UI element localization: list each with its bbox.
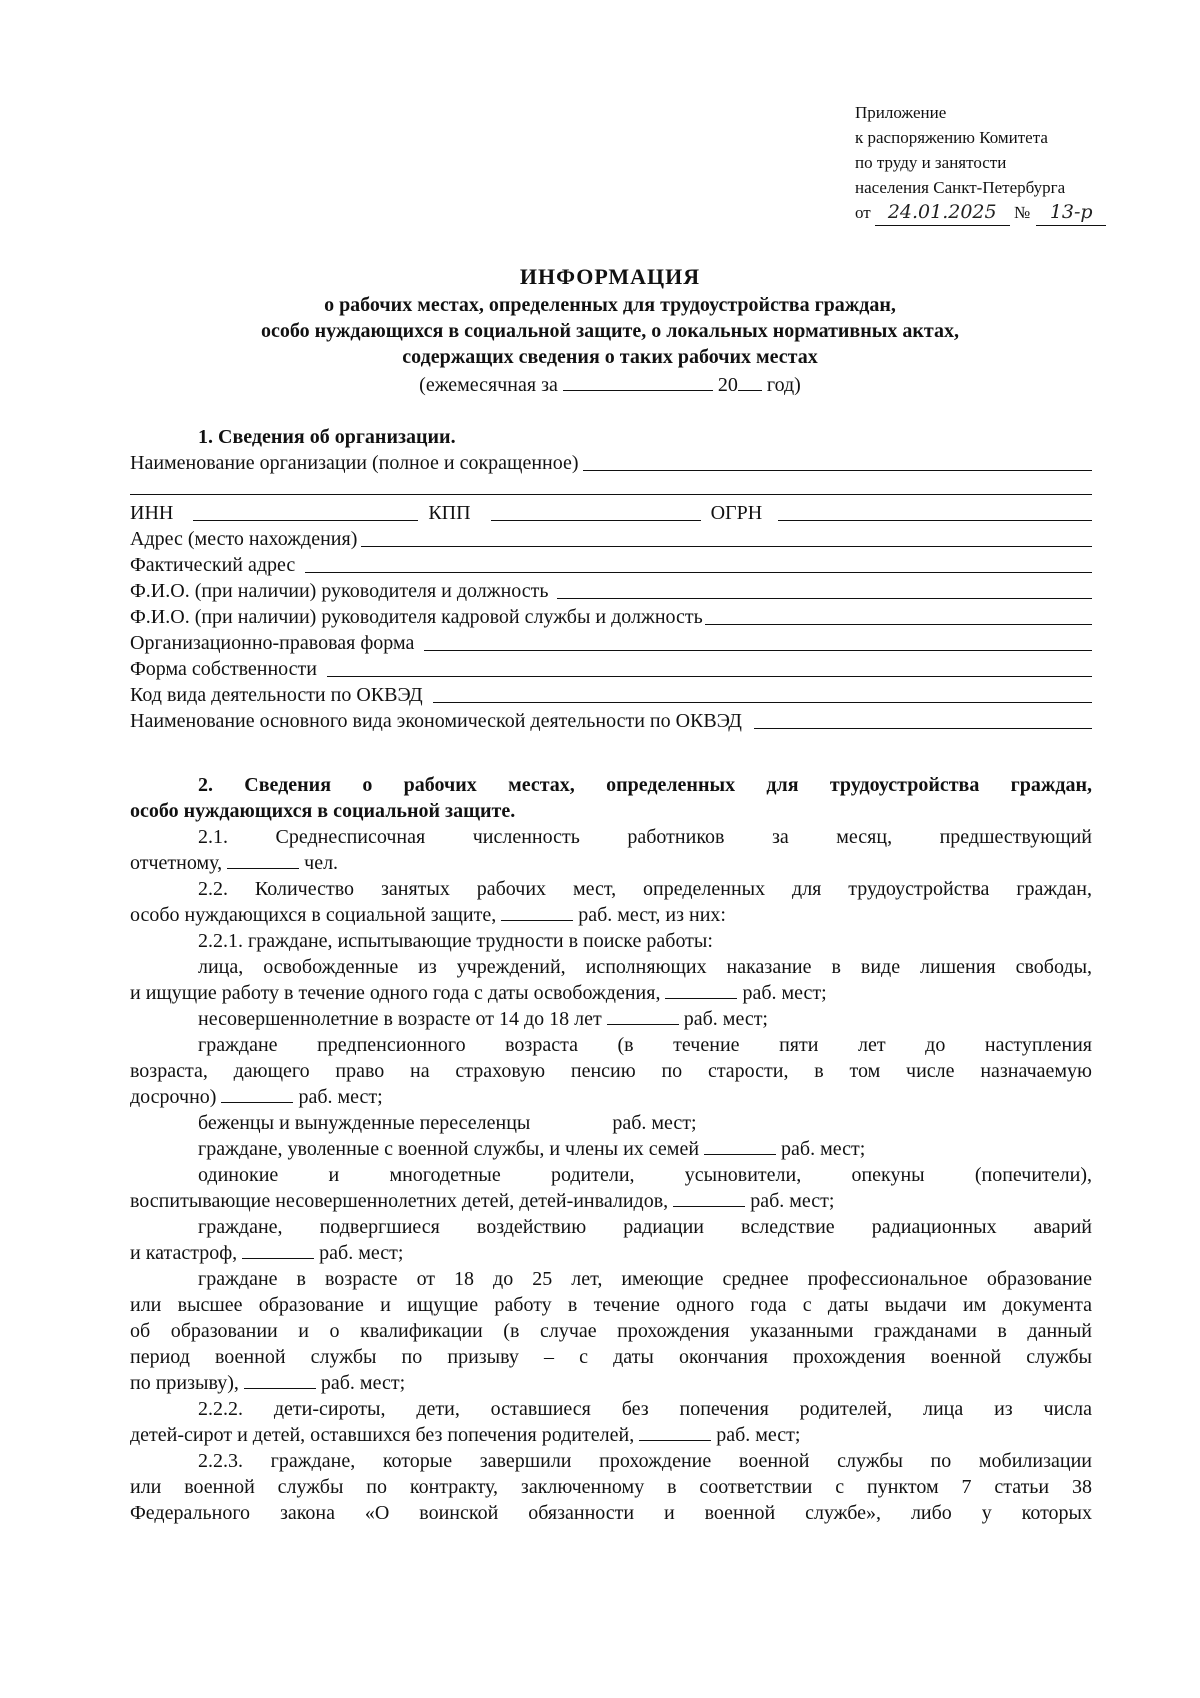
legal-form-blank[interactable] (424, 632, 1092, 651)
report-period (130, 370, 1090, 398)
appendix-line: к распоряжению Комитета (855, 128, 1048, 147)
section-2-heading-cont: особо нуждающихся в социальной защите. (130, 800, 516, 822)
text: раб. мест; (750, 1190, 835, 1212)
appendix-line: по труду и занятости (855, 153, 1007, 172)
actual-address-field (130, 552, 1092, 578)
period-year: 20 (717, 374, 738, 396)
p223-line: 2.2.3. граждане, которые завершили прохождение военной службы по мобилизации (198, 1450, 1092, 1472)
radiation-line-2 (130, 1240, 1092, 1266)
radiation-blank[interactable] (242, 1240, 314, 1259)
text: детей-сирот и детей, оставшихся без попечения родителей, (130, 1424, 635, 1446)
okved-name-label: Наименование основного вида экономической деятельности по ОКВЭД (130, 710, 742, 732)
section-workplaces (130, 772, 1092, 1526)
okved-code-label: Код вида деятельности по ОКВЭД (130, 684, 423, 706)
okved-code-blank[interactable] (433, 684, 1092, 703)
parents-blank[interactable] (673, 1188, 745, 1207)
org-name-blank[interactable] (583, 452, 1092, 471)
appendix-date-line (855, 200, 1106, 226)
okved-name-field (130, 708, 1092, 734)
text: раб. мест; (319, 1242, 404, 1264)
number-prefix: № (1013, 203, 1031, 222)
minors-line (130, 1006, 1092, 1032)
p223-line-3: Федерального закона «О воинской обязанности и военной службе», либо у которых (130, 1502, 1092, 1524)
text: и ищущие работу в течение одного года с даты освобождения, (130, 982, 661, 1004)
appendix-line: Приложение (855, 103, 947, 122)
hr-head-field (130, 604, 1092, 630)
released-line-2 (130, 980, 1092, 1006)
legal-form-field (130, 630, 1092, 656)
text: беженцы и вынужденные переселенцы (198, 1112, 531, 1134)
radiation-line: граждане, подвергшиеся воздействию радиации вследствие радиационных аварий (198, 1216, 1092, 1238)
document-title-block (130, 262, 1090, 398)
youth-line-2: или высшее образование и ищущие работу в течение одного года с даты выдачи им документа (130, 1294, 1092, 1316)
appendix-line: населения Санкт-Петербурга (855, 178, 1066, 197)
text: раб. мест; (781, 1138, 866, 1160)
ogrn-label: ОГРН (710, 502, 763, 524)
occupied-places-blank[interactable] (501, 902, 573, 921)
section-2-heading: 2. Сведения о рабочих местах, определенных для трудоустройства граждан, (198, 774, 1092, 796)
p221-line: 2.2.1. граждане, испытывающие трудности в поиске работы: (198, 930, 713, 952)
handwritten-date: 24.01.2025 (875, 200, 1010, 226)
ownership-field (130, 656, 1092, 682)
actual-address-label: Фактический адрес (130, 554, 296, 576)
text: по призыву), (130, 1372, 239, 1394)
ownership-blank[interactable] (327, 658, 1092, 677)
parents-line-2 (130, 1188, 1092, 1214)
text: досрочно) (130, 1086, 217, 1108)
okved-code-field (130, 682, 1092, 708)
hr-head-label: Ф.И.О. (при наличии) руководителя кадровой службы и должность (130, 606, 703, 628)
text: раб. мест; (742, 982, 827, 1004)
p223-line-2: или военной службы по контракту, заключенному в соответствии с пунктом 7 статьи 38 (130, 1476, 1092, 1498)
section-organization (130, 424, 1092, 734)
legal-form-label: Организационно-правовая форма (130, 632, 415, 654)
text: отчетному, (130, 852, 223, 874)
ownership-label: Форма собственности (130, 658, 317, 680)
text: особо нуждающихся в социальной защите, (130, 904, 497, 926)
kpp-blank[interactable] (491, 502, 701, 521)
document-subtitle: содержащих сведения о таких рабочих местах (402, 346, 818, 368)
okved-name-blank[interactable] (754, 710, 1092, 729)
inn-label: ИНН (130, 502, 174, 524)
text: воспитывающие несовершеннолетних детей, детей-инвалидов, (130, 1190, 669, 1212)
address-label: Адрес (место нахождения) (130, 528, 358, 550)
prepension-line-3 (130, 1084, 1092, 1110)
text: раб. мест; (716, 1424, 801, 1446)
actual-address-blank[interactable] (305, 554, 1092, 573)
text: раб. мест, из них: (578, 904, 726, 926)
org-name-label: Наименование организации (полное и сокращенное) (130, 452, 579, 474)
period-year-blank[interactable] (738, 370, 762, 391)
head-blank[interactable] (557, 580, 1092, 599)
youth-line-4: период военной службы по призыву – с даты окончания прохождения военной службы (130, 1346, 1092, 1368)
prepension-line: граждане предпенсионного возраста (в течение пяти лет до наступления (198, 1034, 1092, 1056)
p21-line-2 (130, 850, 1092, 876)
p222-line-2 (130, 1422, 1092, 1448)
youth-blank[interactable] (244, 1370, 316, 1389)
text: несовершеннолетние в возрасте от 14 до 18 лет (198, 1008, 602, 1030)
hr-head-blank[interactable] (705, 606, 1092, 625)
address-blank[interactable] (361, 528, 1092, 547)
document-title: ИНФОРМАЦИЯ (519, 264, 701, 289)
avg-headcount-blank[interactable] (227, 850, 299, 869)
head-field (130, 578, 1092, 604)
head-label: Ф.И.О. (при наличии) руководителя и должность (130, 580, 549, 602)
text: раб. мест; (612, 1112, 697, 1134)
text: раб. мест; (320, 1372, 406, 1394)
org-name-blank-2[interactable] (130, 476, 1092, 495)
youth-line-3: об образовании и о квалификации (в случае прохождения указанными гражданами в данный (130, 1320, 1092, 1342)
inn-kpp-ogrn-row (130, 500, 1092, 526)
ogrn-blank[interactable] (778, 502, 1092, 521)
prepension-blank[interactable] (221, 1084, 293, 1103)
refugees-line (130, 1110, 1092, 1136)
appendix-block (855, 100, 1106, 226)
text: раб. мест; (298, 1086, 383, 1108)
inn-blank[interactable] (193, 502, 418, 521)
address-field (130, 526, 1092, 552)
orphans-blank[interactable] (639, 1422, 711, 1441)
p222-line: 2.2.2. дети-сироты, дети, оставшиеся без попечения родителей, лица из числа (198, 1398, 1092, 1420)
date-prefix: от (855, 203, 871, 222)
p22-line-2 (130, 902, 1092, 928)
text: и катастроф, (130, 1242, 238, 1264)
youth-line-5 (130, 1370, 1092, 1396)
org-name-continuation (130, 476, 1092, 500)
text: чел. (304, 852, 339, 874)
period-suffix: год) (766, 374, 801, 396)
text: граждане, уволенные с военной службы, и члены их семей (198, 1138, 700, 1160)
document-subtitle: о рабочих местах, определенных для трудоустройства граждан, (324, 294, 896, 316)
period-month-blank[interactable] (563, 370, 713, 391)
org-name-field (130, 450, 1092, 476)
document-subtitle: особо нуждающихся в социальной защите, о локальных нормативных актах, (261, 320, 959, 342)
handwritten-number: 13-р (1036, 200, 1106, 226)
released-blank[interactable] (665, 980, 737, 999)
minors-blank[interactable] (607, 1006, 679, 1025)
kpp-label: КПП (428, 502, 471, 524)
military-line (130, 1136, 1092, 1162)
youth-line: граждане в возрасте от 18 до 25 лет, имеющие среднее профессиональное образование (198, 1268, 1092, 1290)
parents-line: одинокие и многодетные родители, усыновители, опекуны (попечители), (198, 1164, 1092, 1186)
p22-line: 2.2. Количество занятых рабочих мест, определенных для трудоустройства граждан, (198, 878, 1092, 900)
prepension-line-2: возраста, дающего право на страховую пенсию по старости, в том числе назначаемую (130, 1060, 1092, 1082)
p21-line: 2.1. Среднесписочная численность работников за месяц, предшествующий (198, 826, 1092, 848)
section-1-heading: 1. Сведения об организации. (198, 426, 456, 448)
released-line: лица, освобожденные из учреждений, исполняющих наказание в виде лишения свободы, (198, 956, 1092, 978)
text: раб. мест; (683, 1008, 768, 1030)
period-prefix: (ежемесячная за (419, 374, 558, 396)
military-blank[interactable] (704, 1136, 776, 1155)
